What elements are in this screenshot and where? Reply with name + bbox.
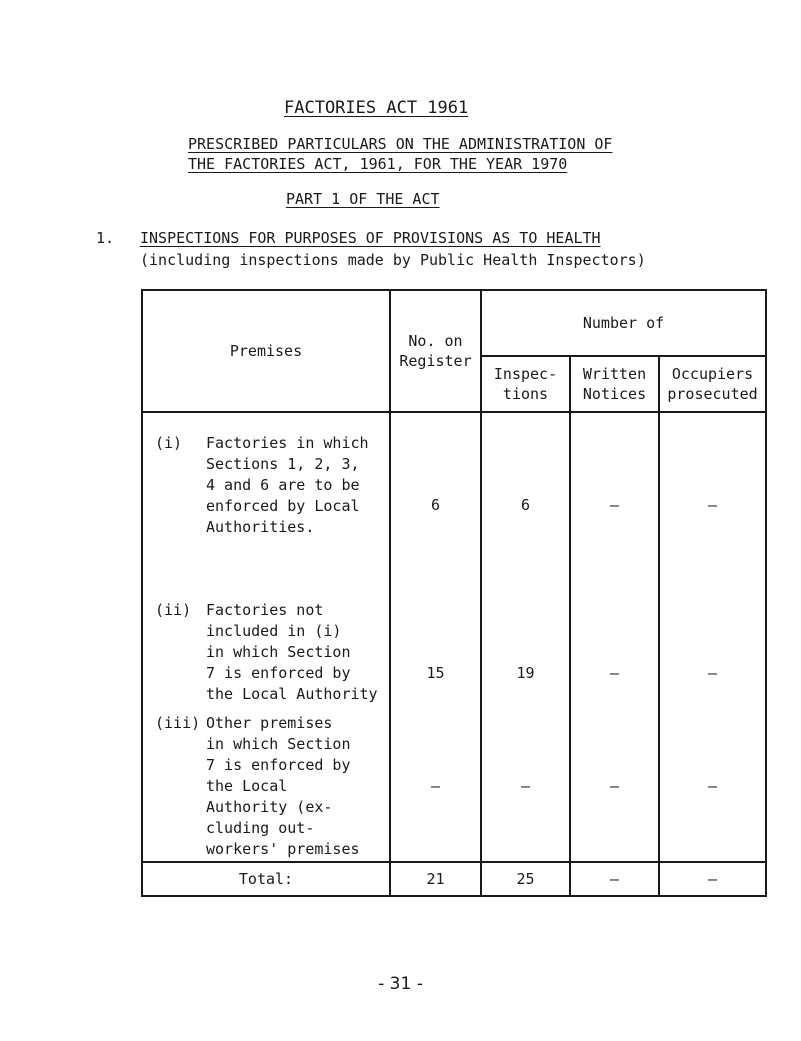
row-line: 7 is enforced by	[206, 756, 351, 774]
row-line: in which Section	[206, 735, 351, 753]
notices-cell	[570, 412, 659, 862]
inspections-value: –	[520, 777, 531, 795]
register-value: 6	[430, 496, 441, 514]
register-cell	[390, 412, 481, 862]
row-line: the Local Authority	[206, 685, 378, 703]
row-line: enforced by Local	[206, 497, 360, 515]
row-line: 7 is enforced by	[206, 664, 351, 682]
act-title: FACTORIES ACT 1961	[284, 98, 469, 118]
row-line: 4 and 6 are to be	[206, 476, 360, 494]
page-number: - 31 -	[378, 974, 423, 994]
notices-value: –	[609, 496, 620, 514]
total-notices: –	[570, 862, 659, 896]
number-of-header: Number of	[481, 290, 766, 356]
part-title: PART 1 OF THE ACT	[286, 190, 440, 208]
section-number: 1.	[96, 229, 115, 247]
inspections-table	[141, 289, 767, 897]
inspections-value: 6	[520, 496, 531, 514]
row-line: cluding out-	[206, 819, 315, 837]
prosecuted-value: –	[708, 496, 718, 514]
row-line: included in (i)	[206, 622, 342, 640]
row-label: (ii)	[155, 601, 192, 619]
row-line: Sections 1, 2, 3,	[206, 455, 360, 473]
prosecuted-header: Occupiers prosecuted	[659, 356, 766, 412]
prosecuted-value: –	[708, 777, 718, 795]
register-value: 15	[426, 664, 445, 682]
row-line: in which Section	[206, 643, 351, 661]
row-line: Factories in which	[206, 434, 369, 452]
register-header: No. on Register	[390, 290, 481, 412]
total-register: 21	[390, 862, 481, 896]
inspections-value: 19	[516, 664, 535, 682]
row-line: Authorities.	[206, 518, 315, 536]
section-heading: INSPECTIONS FOR PURPOSES OF PROVISIONS AS TO HEALTH	[140, 229, 601, 247]
notices-value: –	[609, 777, 620, 795]
subtitle-line-2: THE FACTORIES ACT, 1961, FOR THE YEAR 1970	[188, 155, 568, 173]
row-line: Authority (ex-	[206, 798, 333, 816]
inspections-header: Inspec- tions	[481, 356, 570, 412]
notices-value: –	[609, 664, 620, 682]
premises-header: Premises	[142, 290, 390, 412]
inspections-cell	[481, 412, 570, 862]
prosecuted-value: –	[708, 664, 718, 682]
total-prosecuted: –	[659, 862, 766, 896]
notices-header: Written Notices	[570, 356, 659, 412]
premises-cell	[142, 412, 390, 862]
register-value: –	[430, 777, 441, 795]
row-line: the Local	[206, 777, 288, 795]
section-note: (including inspections made by Public Health Inspectors)	[140, 251, 646, 269]
total-inspections: 25	[481, 862, 570, 896]
subtitle-line-1: PRESCRIBED PARTICULARS ON THE ADMINISTRATION OF	[188, 135, 613, 153]
prosecuted-cell	[659, 412, 766, 862]
row-line: workers' premises	[206, 840, 360, 858]
row-line: Other premises	[206, 714, 333, 732]
row-label: (iii)	[155, 714, 201, 732]
row-line: Factories not	[206, 601, 324, 619]
total-label: Total:	[142, 862, 390, 896]
row-label: (i)	[155, 434, 183, 452]
